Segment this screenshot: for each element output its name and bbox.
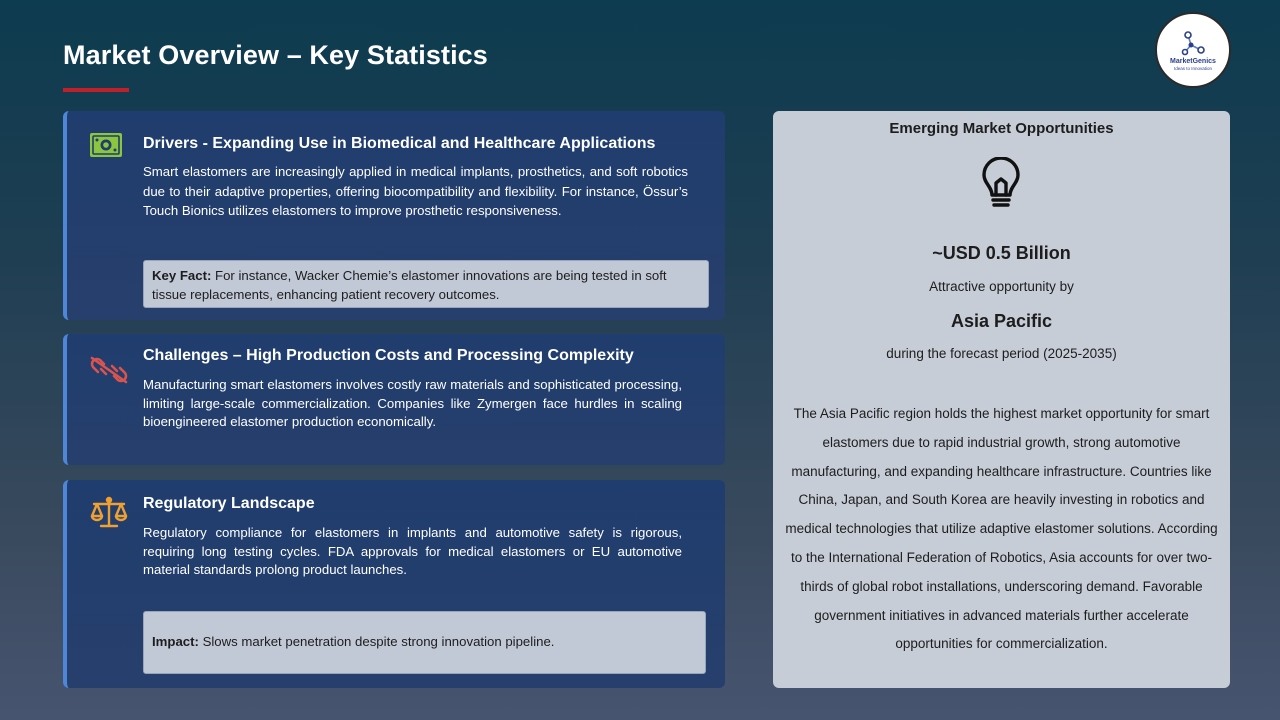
impact-box (143, 611, 706, 674)
challenges-card (63, 334, 725, 465)
opportunity-region: Asia Pacific (950, 311, 1053, 331)
drivers-text: Smart elastomers are increasingly applied in medical implants, prosthetics, and soft robotics due to their adaptive properties, offering biocompatibility and flexibility. For instance, Össur’s Touch Bionics utilizes elastomers to improve prosthetic responsiveness. (143, 164, 688, 218)
challenges-text: Manufacturing smart elastomers involves costly raw materials and sophisticated processing, limiting large-scale commercialization. Companies like Zymergen face hurdles in scaling bioengineered elastomer production economically. (143, 377, 682, 429)
key-fact-label: Key Fact: (152, 268, 212, 283)
money-icon (89, 131, 123, 164)
lightbulb-icon (976, 157, 1026, 218)
opportunity-heading: Emerging Market Opportunities (889, 120, 1114, 137)
regulatory-card (63, 480, 725, 688)
opportunity-body: The Asia Pacific region holds the highest market opportunity for smart elastomers due to rapid industrial growth, strong automotive manufacturing, and expanding healthcare infrastructure. Countries like China, Japan, and South Korea are heavily investing in robotics and medical technologies that utilize adaptive elastomer solutions. According to the International Federation of Robotics, Asia accounts for over two-thirds of global robot installations, underscoring demand. Favorable government initiatives in advanced materials further accelerate opportunities for commercialization. (785, 406, 1218, 652)
page-title: Market Overview – Key Statistics (63, 40, 488, 70)
scales-icon (89, 496, 129, 535)
challenges-title: Challenges – High Production Costs and Processing Complexity (143, 347, 634, 364)
regulatory-title: Regulatory Landscape (143, 495, 315, 512)
title-underline (63, 88, 129, 92)
key-fact-box (143, 260, 709, 308)
impact-text: Slows market penetration despite strong innovation pipeline. (202, 634, 555, 649)
logo-tagline: Ideas to Innovation (1173, 65, 1213, 71)
company-logo (1155, 12, 1231, 88)
drivers-title: Drivers - Expanding Use in Biomedical and Healthcare Applications (143, 135, 656, 152)
opportunity-sub: Attractive opportunity by (929, 279, 1074, 294)
regulatory-text: Regulatory compliance for elastomers in implants and automotive safety is rigorous, requiring long testing cycles. FDA approvals for medical elastomers or EU automotive material standards prolong product launches. (143, 525, 682, 577)
molecule-icon (1180, 30, 1206, 56)
broken-link-icon (89, 354, 129, 391)
key-fact-text: For instance, Wacker Chemie’s elastomer innovations are being tested in soft tissue replacements, enhancing patient recovery outcomes. (152, 268, 667, 302)
opportunity-panel (773, 111, 1230, 688)
impact-label: Impact: (152, 634, 199, 649)
drivers-card (63, 111, 725, 320)
opportunity-value: ~USD 0.5 Billion (932, 243, 1071, 263)
logo-name: MarketGenics (1170, 57, 1216, 65)
opportunity-period: during the forecast period (2025-2035) (886, 346, 1117, 361)
